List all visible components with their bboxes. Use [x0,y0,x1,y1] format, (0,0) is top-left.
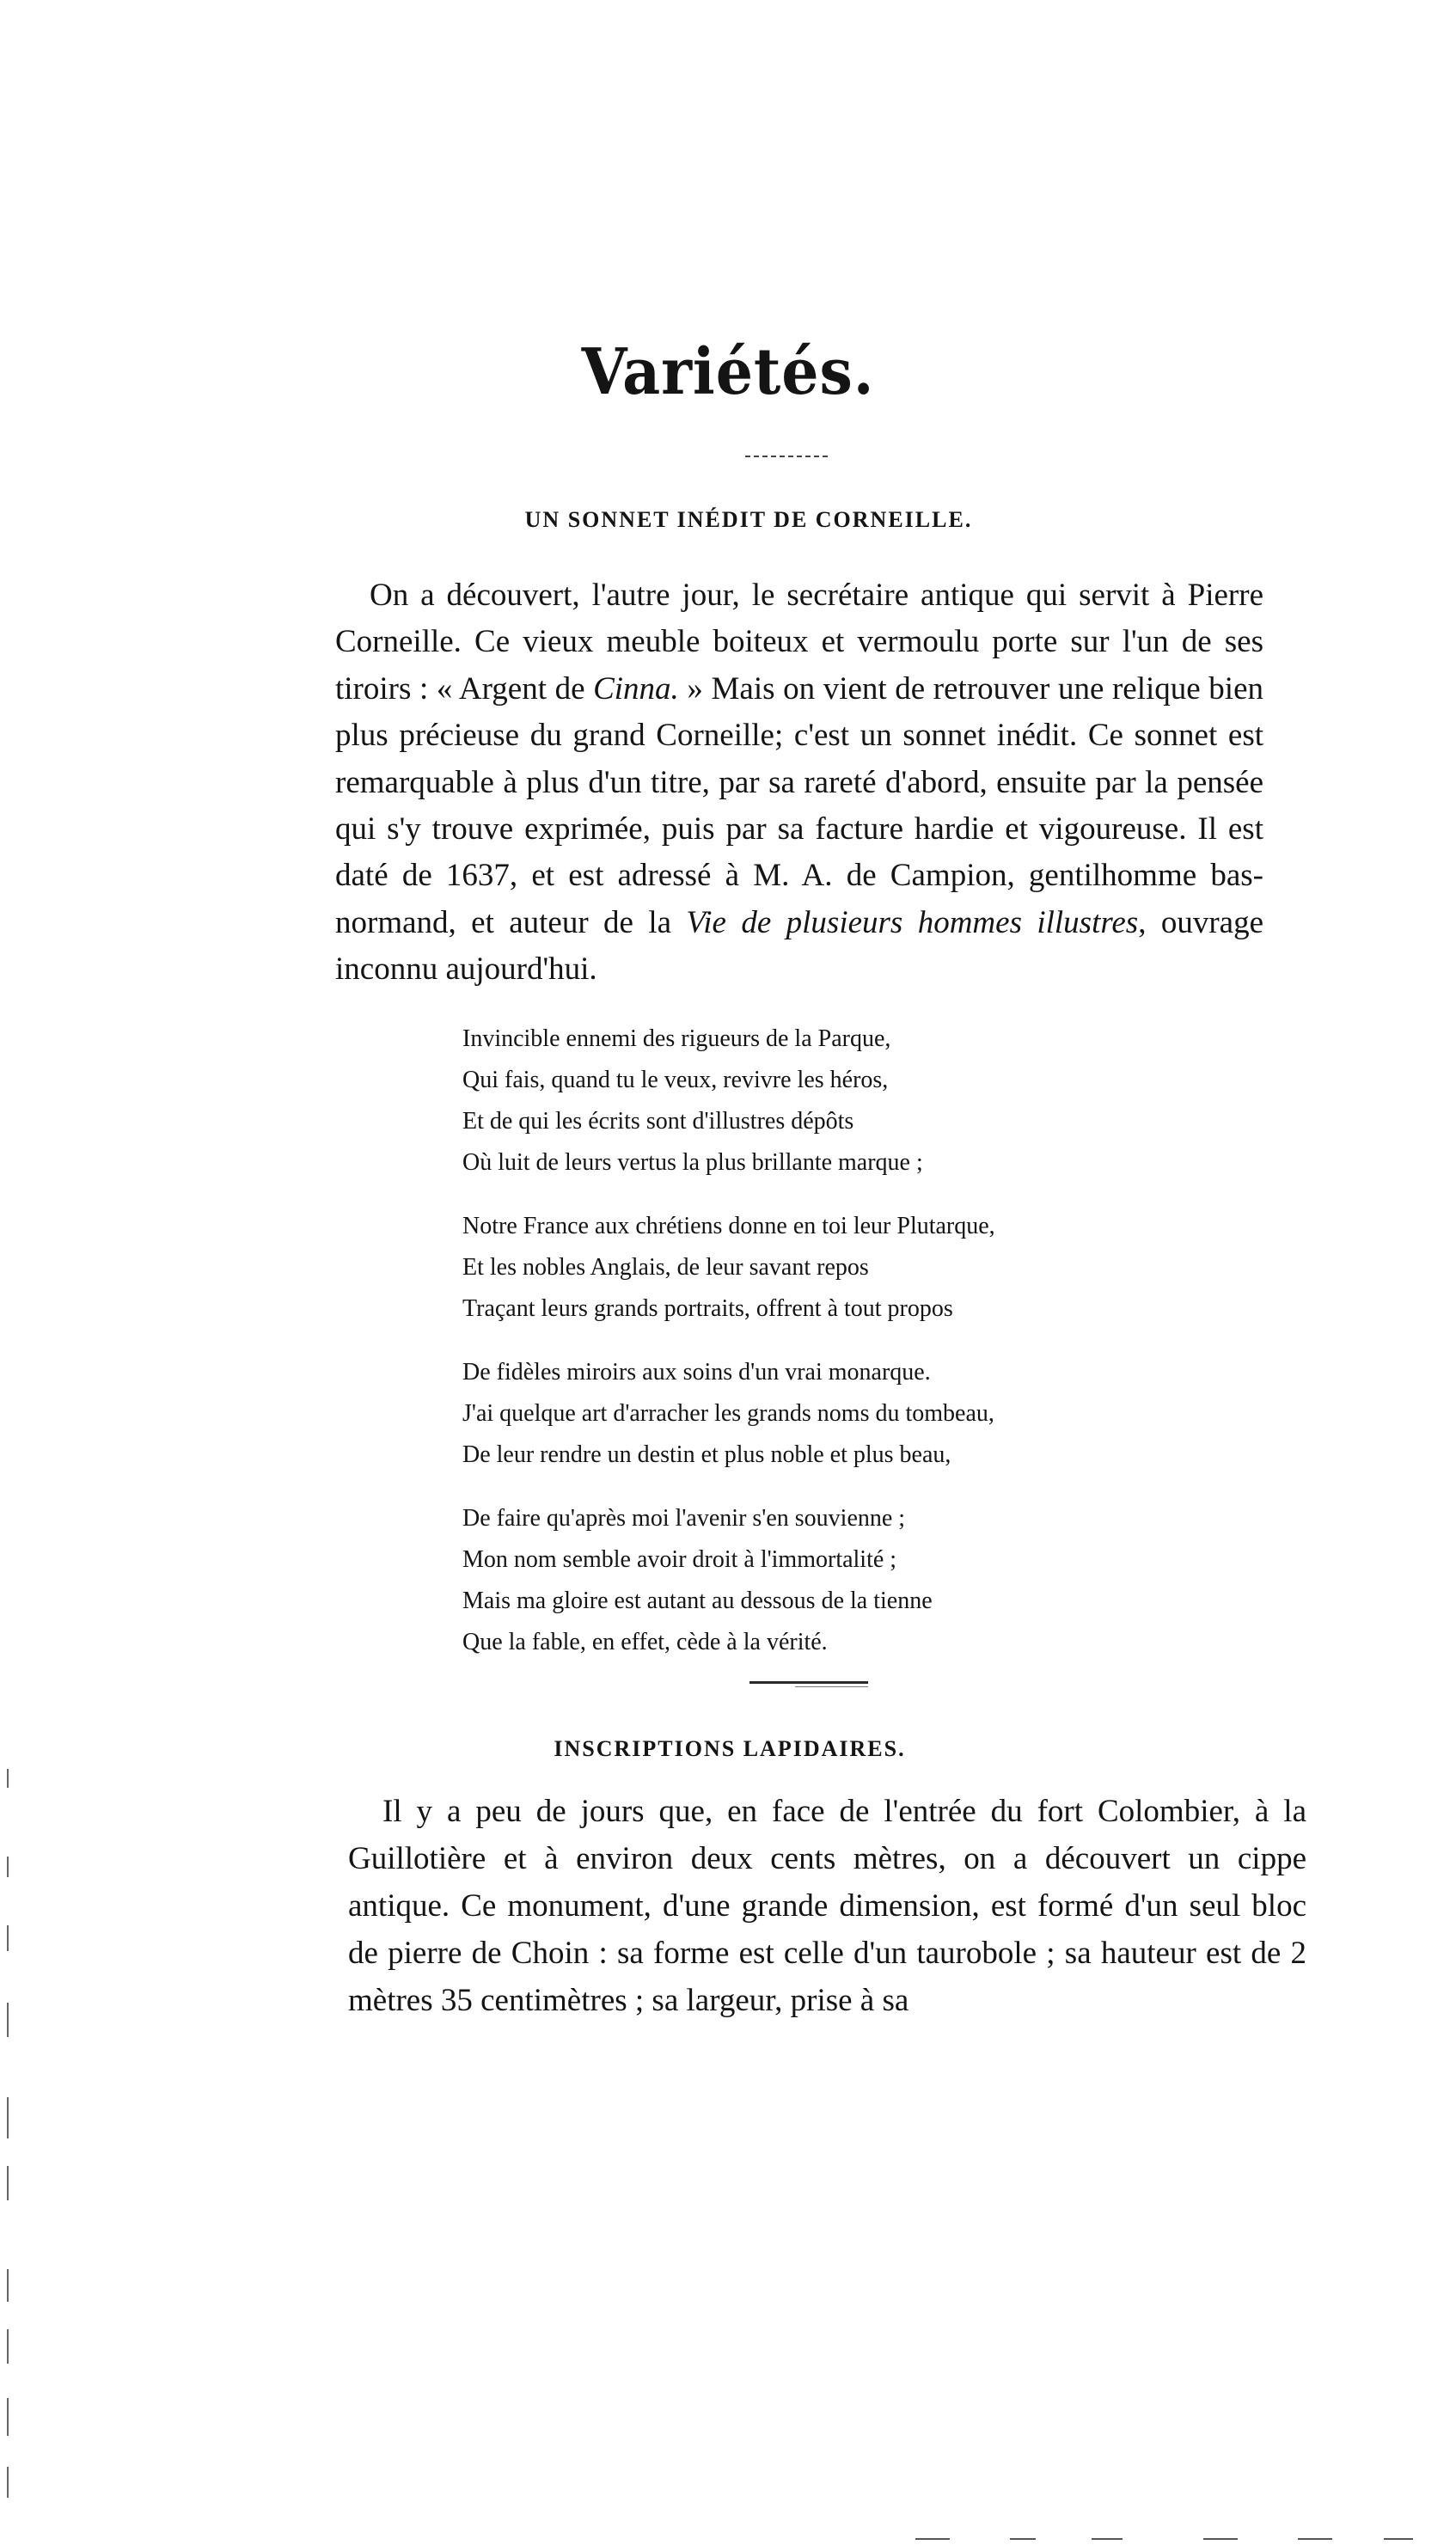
poem-line: Invincible ennemi des rigueurs de la Parque, [462,1025,891,1052]
scan-mark [1010,2538,1036,2540]
italic-book-title: Vie de plusieurs hommes illustres [686,904,1139,940]
margin-mark [7,1857,9,1877]
poem-line: Que la fable, en effet, cède à la vérité. [462,1629,828,1655]
page-title: Variétés. [581,335,875,409]
stanza-4 [462,1498,1236,1663]
poem-line: Mais ma gloire est autant au dessous de la tienne [462,1588,933,1614]
stanza-3 [462,1352,1236,1476]
margin-mark [7,2097,9,2138]
stanza-1 [462,1019,1236,1184]
margin-mark [7,2398,9,2436]
poem-line: Mon nom semble avoir droit à l'immortalité ; [462,1546,897,1573]
margin-mark [7,2003,9,2037]
margin-mark [7,2269,9,2302]
section-heading-sonnet: UN SONNET INÉDIT DE CORNEILLE. [524,507,973,532]
section-divider-underline [795,1686,868,1687]
poem-line: Et les nobles Anglais, de leur savant repos [462,1254,869,1281]
italic-cinna: Cinna. [593,670,679,707]
poem-line: Traçant leurs grands portraits, offrent à tout propos [462,1295,953,1322]
margin-mark [7,1925,9,1951]
section-divider [749,1681,868,1684]
paragraph-text: » Mais on vient de retrouver une relique bien plus précieuse du grand Corneille; c'est un sonnet inédit. Ce sonnet est remarquable à plus d'un titre, par sa rareté d'abord, ensuite par la pensée qui s'y trouve exprimée, puis par sa facture hardie et vigoureuse. Il est daté de 1637, et est adressé à M. A. de Campion, gentilhomme bas-normand, et auteur de la [335,670,1263,940]
intro-paragraph [335,572,1263,994]
scan-mark [1092,2538,1123,2540]
poem-line: J'ai quelque art d'arracher les grands noms du tombeau, [462,1400,994,1427]
poem-line: Qui fais, quand tu le veux, revivre les héros, [462,1067,889,1093]
margin-mark [7,2166,9,2200]
sonnet [462,1019,1236,1685]
poem-line: De fidèles miroirs aux soins d'un vrai monarque. [462,1359,931,1386]
paragraph-text: On a découvert, l'autre jour, le secrétaire antique qui servit à Pierre Corneille. Ce vieux meuble boiteux et vermoulu porte sur l'un de ses tiroirs : « Argent de [335,578,1263,707]
section-heading-inscriptions: INSCRIPTIONS LAPIDAIRES. [554,1736,906,1761]
paragraph-text: , ouvrage inconnu aujourd'hui. [335,904,1263,988]
scan-mark [915,2538,950,2540]
margin-mark [7,1769,9,1788]
margin-mark [7,2467,9,2498]
title-divider [745,456,828,457]
inscriptions-paragraph: Il y a peu de jours que, en face de l'entrée du fort Colombier, à la Guillotière et à environ deux cents mètres, on a découvert un cippe antique. Ce monument, d'une grande dimension, est formé d'un seul bloc de pierre de Choin : sa forme est celle d'un taurobole ; sa hauteur est de 2 mètres 35 centimètres ; sa largeur, prise à sa [348,1794,1306,2018]
scan-mark [1298,2538,1332,2540]
poem-line: Et de qui les écrits sont d'illustres dépôts [462,1108,854,1135]
poem-line: Où luit de leurs vertus la plus brillante marque ; [462,1149,923,1176]
scan-mark [1384,2538,1413,2540]
poem-line: De faire qu'après moi l'avenir s'en souvienne ; [462,1505,906,1532]
scan-mark [1203,2538,1238,2540]
poem-line: Notre France aux chrétiens donne en toi leur Plutarque, [462,1213,995,1239]
poem-line: De leur rendre un destin et plus noble et plus beau, [462,1441,951,1468]
margin-mark [7,2329,9,2364]
stanza-2 [462,1206,1236,1330]
